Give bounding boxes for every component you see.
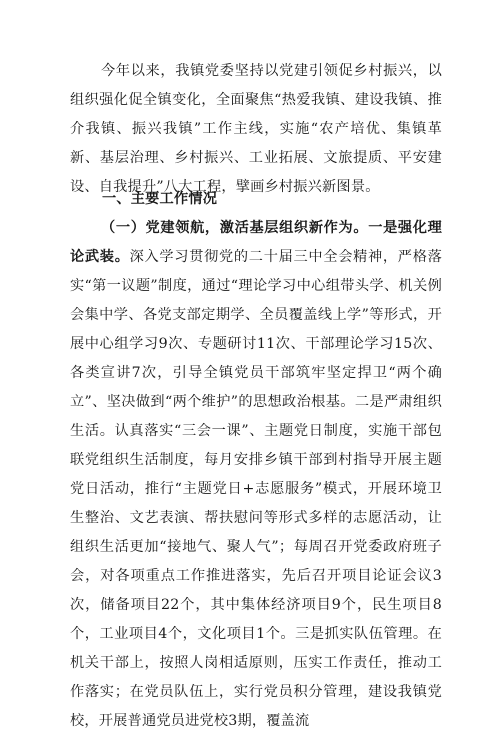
section-heading: 一、主要工作情况 (102, 191, 218, 207)
point2-lead: 二是严肃组织生活。 (70, 394, 443, 439)
intro-paragraph (70, 57, 442, 202)
subsection-heading: （一）党建领航，激活基层组织新作为。 (101, 220, 369, 236)
point3-lead: 三是抓实队伍管理。 (295, 626, 428, 642)
point1-body: 深入学习贯彻党的二十届三中全会精神，严格落实“第一议题”制度，通过“理论学习中心组带头学、机关例会集中学、各党支部定期学、全员覆盖线上学”等形式，开展中心组学习9次、专题研讨11次、干部理论学习15次、各类宣讲7次，引导全镇党员干部筑牢坚定捍卫“两个确立”、坚决做到“两个维护”的思想政治根基。 (70, 249, 443, 410)
point3-body: 在机关干部上，按照人岗相适原则，压实工作责任，推动工作落实；在党员队伍上，实行党员积分管理，建设我镇党校，开展普通党员进党校3期，覆盖流 (70, 626, 442, 729)
point2-body: 认真落实“三会一课”、主题党日制度，实施干部包联党组织生活制度，每月安排乡镇干部到村指导开展主题党日活动，推行“主题党日+志愿服务”模式，开展环境卫生整治、文艺表演、帮扶慰问等形式多样的志愿活动，让组织生活更加“接地气、聚人气”；每周召开党委政府班子会，对各项重点工作推进落实，先后召开项目论证会议3次，储备项目22个，其中集体经济项目9个，民生项目8个，工业项目4个，文化项目1个。 (70, 423, 442, 642)
point1-lead: 一是强化理论武装。 (70, 220, 442, 265)
intro-text: 今年以来，我镇党委坚持以党建引领促乡村振兴，以组织强化促全镇变化，全面聚焦“热爱我镇、建设我镇、推介我镇、振兴我镇”工作主线，实施“农产培优、集镇革新、基层治理、乡村振兴、工业拓展、文旅提质、平安建设、自我提升”八大工程，擘画乡村振兴新图景。 (70, 63, 442, 195)
body-paragraph (70, 214, 442, 736)
